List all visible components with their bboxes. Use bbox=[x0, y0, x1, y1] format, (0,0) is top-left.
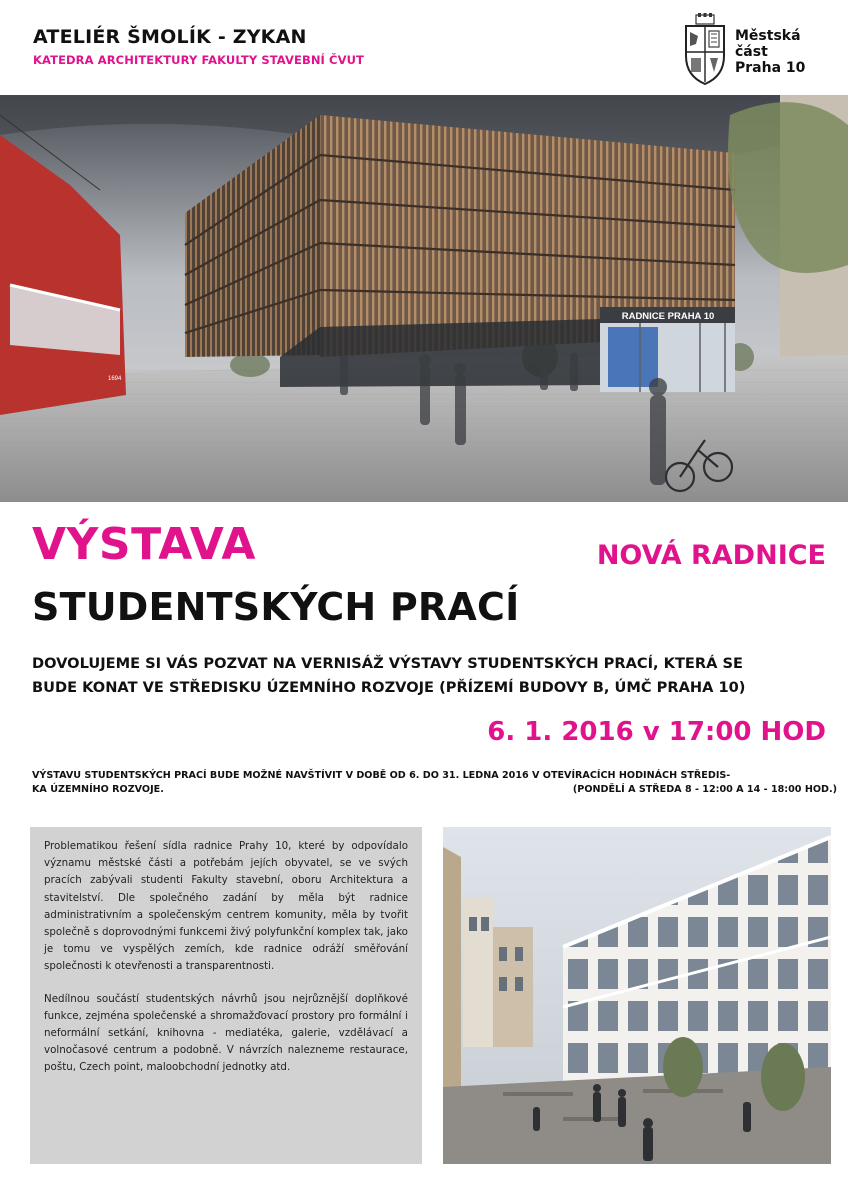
building-sign: RADNICE PRAHA 10 bbox=[621, 311, 715, 322]
opening-hours: (PONDĚLÍ A STŘEDA 8 - 12:00 A 14 - 18:00 HOD.) bbox=[572, 784, 837, 795]
atelier-name: ATELIÉR ŠMOLÍK - ZYKAN bbox=[33, 26, 307, 48]
description-paragraph-1: Problematikou řešení sídla radnice Prahy 10, které by odpovídalo významu městské části a potřebám jejích obyvatel, se ve svých pracích zabývali studenti Fakulty stavební, oboru Architektura a stavitelství. Dle společného zadání by měla být radnice administrativním a společenským centrem komunity, měla by tvořit společně s doprovodnými funkcemi živý polyfunkční komplex tak, jako je tomu ve vyspělých zemích, kde radnice odráží směřování společnosti k otevřenosti a transparentnosti. bbox=[44, 840, 408, 973]
coat-of-arms-icon bbox=[680, 12, 730, 90]
visit-line-1: VÝSTAVU STUDENTSKÝCH PRACÍ BUDE MOŽNÉ NAVŠTÍVIT V DOBĚ OD 6. DO 31. LEDNA 2016 V OTEVÍRACÍCH HODINÁCH STŘEDIS- bbox=[32, 770, 731, 781]
subtitle: NOVÁ RADNICE bbox=[596, 540, 826, 571]
header bbox=[33, 26, 364, 67]
title-line-2: STUDENTSKÝCH PRACÍ bbox=[32, 585, 520, 629]
tram-number: 1694 bbox=[108, 376, 122, 382]
courtyard-rendering bbox=[443, 827, 831, 1164]
invitation-text bbox=[32, 652, 832, 700]
description-panel bbox=[30, 827, 422, 1164]
logo-line-2: část bbox=[735, 44, 768, 60]
logo-line-3: Praha 10 bbox=[735, 60, 806, 76]
invitation-line-1: DOVOLUJEME SI VÁS POZVAT NA VERNISÁŽ VÝSTAVY STUDENTSKÝCH PRACÍ, KTERÁ SE bbox=[32, 655, 743, 672]
logo-text bbox=[735, 28, 805, 76]
logo-line-1: Městská bbox=[735, 28, 801, 44]
visit-info bbox=[32, 769, 837, 797]
title-line-1: VÝSTAVA bbox=[32, 519, 256, 570]
invitation-line-2: BUDE KONAT VE STŘEDISKU ÚZEMNÍHO ROZVOJE (PŘÍZEMÍ BUDOVY B, ÚMČ PRAHA 10) bbox=[32, 679, 746, 696]
description-paragraph-2: Nedílnou součástí studentských návrhů jsou nejrůznější doplňkové funkce, zejména společenské a shromažďovací prostory pro formální i neformální setkání, knihovna - mediatéka, galerie, vzdělávací a volnočasové centrum a podobně. V návrzích nalezneme restaurace, poštu, Czech point, maloobchodní jednotky atd. bbox=[44, 992, 408, 1074]
hero-rendering bbox=[0, 95, 848, 502]
department-name: KATEDRA ARCHITEKTURY FAKULTY STAVEBNÍ ČVUT bbox=[33, 53, 364, 67]
district-logo bbox=[680, 12, 840, 90]
visit-line-2: KA ÚZEMNÍHO ROZVOJE. bbox=[32, 784, 164, 795]
event-datetime: 6. 1. 2016 v 17:00 HOD bbox=[487, 717, 826, 747]
